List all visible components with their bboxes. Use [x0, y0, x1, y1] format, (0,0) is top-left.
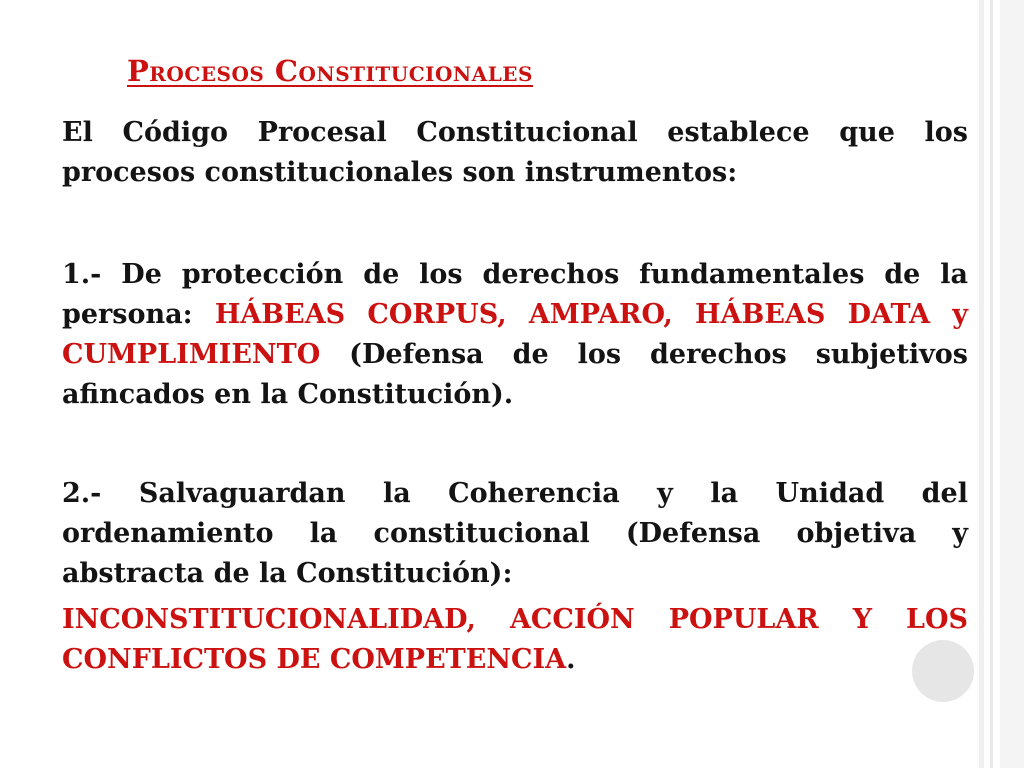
- item-1-tail: (Defensa de los derechos subjetivos afincados en la Constitución).: [62, 339, 968, 410]
- decorative-stripe: [990, 0, 993, 768]
- decorative-stripe: [979, 0, 984, 768]
- item-2-highlight: INCONSTITUCIONALIDAD, ACCIÓN POPULAR Y LOS CONFLICTOS DE COMPETENCIA: [62, 604, 968, 675]
- item-2-period: .: [566, 644, 576, 675]
- decorative-stripe: [1000, 0, 1024, 768]
- item-2-paragraph: 2.- Salvaguardan la Coherencia y la Unidad del ordenamiento la constitucional (Defensa objetiva y abstracta de la Constitución):: [62, 478, 968, 589]
- intro-paragraph: El Código Procesal Constitucional establece que los procesos constitucionales son instrumentos:: [62, 117, 968, 188]
- item-1-paragraph: [62, 255, 968, 415]
- item-2-highlight-paragraph: [62, 600, 968, 680]
- slide-title: Procesos Constitucionales: [127, 54, 533, 88]
- item-1-highlight: HÁBEAS CORPUS, AMPARO, HÁBEAS DATA y CUMPLIMIENTO: [62, 299, 968, 370]
- item-1-lead: 1.- De protección de los derechos fundamentales de la persona:: [62, 259, 968, 330]
